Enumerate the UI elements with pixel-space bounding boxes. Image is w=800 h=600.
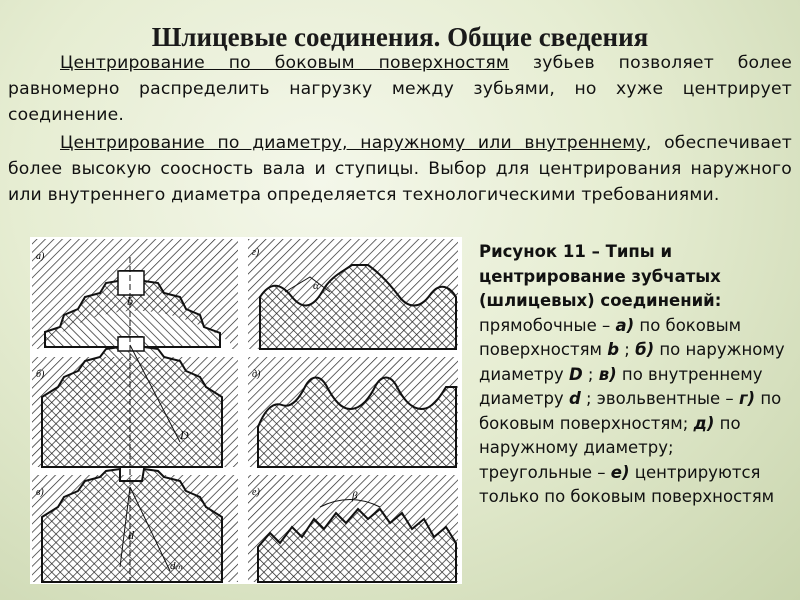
caption-label-g: г)	[738, 389, 756, 408]
caption-text: ;	[619, 340, 636, 359]
panel-label-c: в)	[36, 487, 44, 498]
caption-text: по наружному диаметру; треугольные –	[479, 413, 741, 482]
paragraph-underlined-term: Центрирование по боковым поверхностям	[60, 53, 510, 73]
figure-caption	[479, 240, 789, 510]
caption-text: по боковым поверхностям	[479, 315, 742, 359]
dim-label-beta: β	[352, 490, 358, 502]
paragraph-side-centering	[8, 50, 792, 128]
paragraph-text: зубьев позволяет более равномерно распределить нагрузку между зубьями, но хуже центрирует соединение.	[8, 53, 792, 125]
caption-text: ;	[582, 364, 599, 384]
caption-text: центрируются только по боковым поверхностям	[479, 462, 775, 506]
caption-text: по внутреннему диаметру	[479, 364, 763, 408]
panel-label-b: б)	[36, 369, 45, 380]
panel-label-d: д)	[252, 369, 261, 380]
dim-label-b: b	[127, 294, 133, 308]
panel-c-inner-diameter-d	[32, 469, 238, 582]
caption-text: по боковым поверхностям;	[479, 389, 782, 433]
panel-label-e: е)	[252, 487, 260, 498]
spline-types-figure	[30, 237, 462, 584]
panel-a-straight-side-b	[32, 239, 238, 349]
caption-symbol-d: d	[568, 389, 581, 408]
slide-title: Шлицевые соединения. Общие сведения	[151, 22, 649, 52]
caption-symbol-D: D	[568, 364, 583, 384]
caption-label-e: е)	[610, 462, 630, 482]
panel-g-involute-side	[248, 239, 458, 349]
caption-text: ; эвольвентные –	[580, 389, 739, 408]
caption-text: прямобочные –	[479, 315, 616, 335]
caption-symbol-b: b	[607, 340, 619, 359]
panel-label-g: г)	[252, 247, 260, 258]
spline-drawings	[30, 237, 462, 584]
panel-label-a: а)	[36, 251, 45, 262]
caption-label-c: в)	[598, 364, 617, 384]
paragraph-text: , обеспечивает более высокую соосность вала и ступицы. Выбор для центрирования наружного или внутреннего диаметра определяется технологическими требованиями.	[8, 133, 792, 205]
dim-label-d: d	[128, 528, 134, 542]
dim-label-alpha: α	[313, 280, 319, 292]
panel-d-involute-outer	[248, 357, 458, 467]
paragraph-underlined-term: Центрирование по диаметру, наружному или внутреннему	[60, 133, 646, 153]
dim-label-D: D	[180, 428, 189, 442]
paragraph-diameter-centering	[8, 130, 792, 208]
caption-heading: Рисунок 11 – Типы и центрирование зубчатых (шлицевых) соединений:	[479, 242, 722, 310]
caption-label-d: д)	[693, 413, 715, 433]
caption-label-b: б)	[635, 340, 655, 359]
panel-e-triangular	[248, 475, 458, 582]
dim-label-dm: dₘ	[170, 560, 183, 572]
caption-text: по наружному диаметру	[479, 340, 785, 384]
caption-label-a: а)	[615, 315, 635, 335]
